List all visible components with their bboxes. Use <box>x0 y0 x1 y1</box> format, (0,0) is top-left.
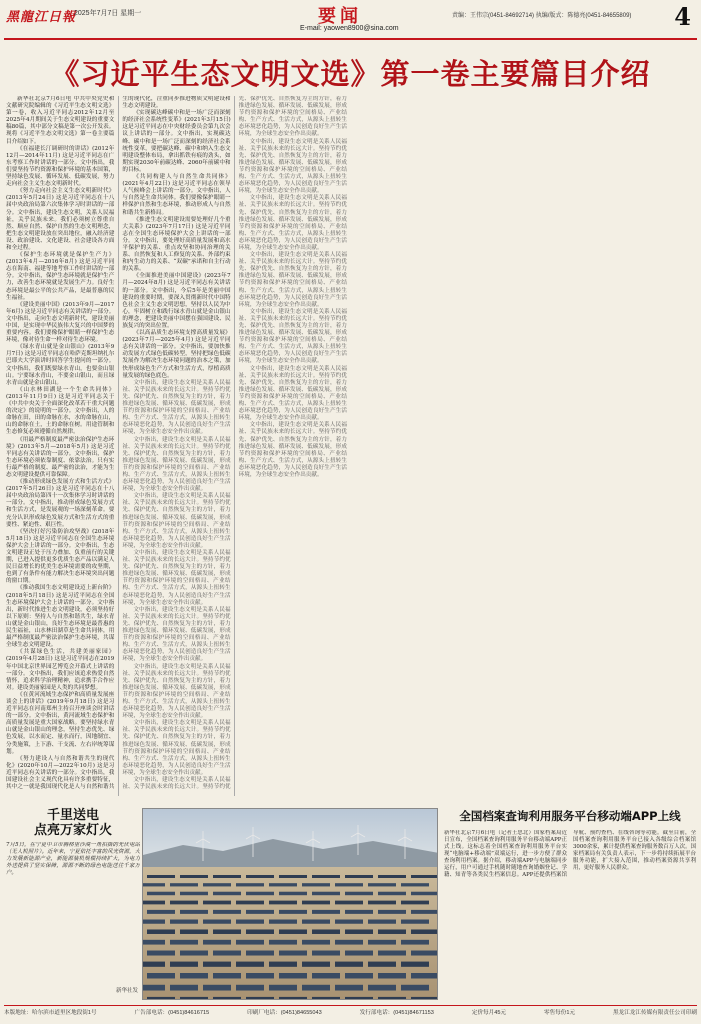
solar-panel-row <box>378 910 406 914</box>
article-paragraph-continued: 文中指出，建设生态文明是关系人民福祉、关乎民族未来的长远大计。坚持节约优先、保护优先、自然恢复为主的方针，着力推进绿色发展、循环发展、低碳发展，形成节约资源和保护环境的空间格局、产业结构、生产方式、生活方式，从源头上扭转生态环境恶化趋势，为人民创造良好生产生活环境，为全球生态安全作出贡献。 <box>238 252 347 308</box>
solar-panel-row <box>411 973 438 979</box>
solar-panel-row <box>236 883 264 886</box>
solar-panel-row <box>279 973 307 979</box>
article-paragraph-continued: 文中指出，建设生态文明是关系人民福祉、关乎民族未来的长远大计。坚持节约优先、保护优先、自然恢复为主的方针，着力推进绿色发展、循环发展、低碳发展，形成节约资源和保护环境的空间格局、产业结构、生产方式、生活方式，从源头上扭转生态环境恶化趋势，为人民创造良好生产生活环境，为全球生态安全作出贡献。 <box>122 720 231 776</box>
solar-panel-row <box>147 875 175 878</box>
article-paragraph: 《努力建设人与自然和谐共生的现代化》(2020年10月—2022年10月) 这是习近平同志有关讲话的一部分。文中指出，我国建设社会主义现代化具有许多重要特征，其中之一就是我国现代化是人与自然和谐共生的现代化，注重同步推进物质文明建设和生态文明建设。 <box>6 96 231 791</box>
article-paragraph: 《绿水青山就是金山银山》(2013年9月7日) 这是习近平同志在哈萨克斯坦纳扎尔巴耶夫大学演讲时回答学生提问的一部分。文中指出，我们既要绿水青山，也要金山银山。宁要绿水青山，不要金山银山，而且绿水青山就是金山银山。 <box>6 344 115 386</box>
article-paragraph: 《以高品质生态环境支撑高质量发展》(2023年7月—2025年4月) 这是习近平同志有关讲话的一部分。文中指出，要加快推动发展方式绿色低碳转型，坚持把绿色低碳发展作为解决生态环境问题的治本之策，加快形成绿色生产方式和生活方式，厚植高质量发展的绿色底色。 <box>122 330 231 379</box>
solar-panel-row <box>345 929 373 934</box>
solar-panel-row <box>203 985 231 991</box>
solar-panel-row <box>302 901 330 905</box>
section-title: 要闻 <box>318 6 362 27</box>
newspaper-logo: 黑龍江日報 <box>6 10 77 25</box>
solar-panel-row <box>269 920 297 924</box>
article-paragraph: 《全面推进美丽中国建设》(2023年7月—2024年8月) 这是习近平同志有关讲话的一部分。文中指出，今后5年是美丽中国建设的重要时期，要深入贯彻新时代中国特色社会主义生态文明思想，坚持以人民为中心，牢固树立和践行绿水青山就是金山银山的理念，把建设美丽中国摆在强国建设、民族复兴的突出位置。 <box>122 273 231 329</box>
solar-panel-row <box>335 940 363 945</box>
article-paragraph: 《在福建长汀调研时的讲话》(2012年12月—2014年11月) 这是习近平同志在广东考察工作时讲话的一部分。文中指出，我们要坚持节约资源和保护环境的基本国策，坚持绿色发展、循环发展、低碳发展，努力走向社会主义生态文明新时代。 <box>6 145 115 188</box>
solar-panel-row <box>378 875 406 878</box>
article-paragraph-continued: 文中指出，建设生态文明是关系人民福祉、关乎民族未来的长远大计。坚持节约优先、保护优先、自然恢复为主的方针，着力推进绿色发展、循环发展、低碳发展，形成节约资源和保护环境的空间格局、产业结构、生产方式、生活方式，从源头上扭转生态环境恶化趋势，为人民创造良好生产生活环境，为全球生态安全作出贡献。 <box>122 606 231 663</box>
solar-panel-row <box>345 973 373 979</box>
solar-panel-row <box>203 920 231 924</box>
solar-panel-row <box>170 920 198 924</box>
solar-panel-row <box>401 901 429 905</box>
solar-panel-row <box>236 901 264 905</box>
solar-panel-row <box>180 997 208 1000</box>
article-paragraph-continued: 文中指出，建设生态文明是关系人民福祉、关乎民族未来的长远大计。坚持节约优先、保护优先、自然恢复为主的方针，着力推进绿色发展、循环发展、低碳发展，形成节约资源和保护环境的空间格局、产业结构、生产方式、生活方式，从源头上扭转生态环境恶化趋势，为人民创造良好生产生活环境，为全球生态安全作出贡献。 <box>238 365 347 422</box>
solar-panel-row <box>401 920 429 924</box>
solar-panel-row <box>236 985 264 991</box>
solar-panel-row <box>345 910 373 914</box>
solar-panel-row <box>411 910 438 914</box>
solar-panel-row <box>236 940 264 945</box>
photo-story-subtitle: 点亮万家灯火 <box>33 823 112 838</box>
article-paragraph: 新华社北京7月6日电 中共中央党史和文献研究院编辑的《习近平生态文明文选》第一卷，收入习近平同志2012年12月至2025年4月期间关于生态文明建设的重要文稿80篇，其中部分文稿是第一次公开发表。现将《习近平生态文明文选》第一卷主要篇目介绍如下。 <box>6 96 115 145</box>
solar-panel-row <box>213 973 241 979</box>
issue-date: 2025年7月7日 星期一 <box>74 10 142 17</box>
solar-panel-row <box>345 892 373 896</box>
solar-panel-row <box>213 997 241 1000</box>
solar-panel-row <box>269 985 297 991</box>
solar-panel-row <box>279 910 307 914</box>
solar-panel-row <box>213 910 241 914</box>
solar-panel-row <box>368 962 396 967</box>
solar-panel-row <box>279 997 307 1000</box>
solar-panel-row <box>180 929 208 934</box>
article-paragraph: 《推进生态文明建设需要处理好几个重大关系》(2023年7月17日) 这是习近平同志在全国生态环境保护大会上讲话的一部分。文中指出，要处理好高质量发展和高水平保护的关系、重点攻坚和协同治理的关系、自然恢复和人工修复的关系、外部约束和内生动力的关系、“双碳”承诺和自主行动的关系。 <box>122 216 231 273</box>
page-number: 4 <box>674 2 691 31</box>
footer-printer: 黑龙江龙江传媒有限责任公司印刷 <box>613 1010 697 1016</box>
solar-panel-row <box>378 951 406 956</box>
solar-panel-row <box>246 973 274 979</box>
solar-panel-row <box>147 973 175 979</box>
solar-panel-row <box>246 951 274 956</box>
solar-panel-row <box>203 940 231 945</box>
solar-panel-row <box>401 883 429 886</box>
solar-panel-row <box>213 951 241 956</box>
article-paragraph-continued: 文中指出，建设生态文明是关系人民福祉、关乎民族未来的长远大计。坚持节约优先、保护优先、自然恢复为主的方针，着力推进绿色发展、循环发展、低碳发展，形成节约资源和保护环境的空间格局、产业结构、生产方式、生活方式，从源头上扭转生态环境恶化趋势，为人民创造良好生产生活环境，为全球生态安全作出贡献。 <box>122 550 231 606</box>
solar-panel-row <box>411 951 438 956</box>
editor-credits: 责编：王伟宗(0451-84692714) 执编/版式：陈德亮(0451-84655809) <box>452 13 632 19</box>
solar-panel-row <box>401 985 429 991</box>
solar-panel-row <box>147 892 175 896</box>
solar-panel-row <box>312 973 340 979</box>
solar-panel-row <box>143 985 165 991</box>
article-paragraph: 《努力走向社会主义生态文明新时代》(2013年5月24日) 这是习近平同志在十八届中央政治局第六次集体学习时讲话的一部分。文中指出，建设生态文明，关系人民福祉，关乎民族未来。我们必须树立尊重自然、顺应自然、保护自然的生态文明理念，把生态文明建设放在突出地位，融入经济建设、政治建设、文化建设、社会建设各方面和全过程。 <box>6 188 115 251</box>
article-paragraph-continued: 文中指出，建设生态文明是关系人民福祉、关乎民族未来的长远大计。坚持节约优先、保护优先、自然恢复为主的方针，着力推进绿色发展、循环发展、低碳发展，形成节约资源和保护环境的空间格局、产业结构、生产方式、生活方式，从源头上扭转生态环境恶化趋势，为人民创造良好生产生活环境，为全球生态安全作出贡献。 <box>122 663 231 720</box>
photo-story-caption: 7月5日，在宁夏中卫市腾格里沙漠一角拍摄的光伏电站（无人机照片）。近年来，宁夏依托丰富的风光资源，大力发展新能源产业，新能源装机规模持续扩大，为电力外送提供了坚实保障，源源不断的绿色电能送往千家万户。 <box>6 842 140 876</box>
footer-print-phone: 印刷厂电话：(0451)84655043 <box>247 1010 322 1016</box>
article-paragraph: 《建设美丽中国》(2013年9月—2017年6月) 这是习近平同志有关讲话的一部分。文中指出，走向生态文明新时代，建设美丽中国，是实现中华民族伟大复兴的中国梦的重要内容。我们要像保护眼睛一样保护生态环境，像对待生命一样对待生态环境。 <box>6 301 115 344</box>
solar-panel-row <box>170 883 198 886</box>
solar-panel-row <box>302 883 330 886</box>
solar-panel-row <box>335 883 363 886</box>
article-paragraph: 《用最严格制度最严密法治保护生态环境》(2013年5月—2018年5月) 这是习近平同志有关讲话的一部分。文中指出，保护生态环境必须依靠制度、依靠法治。只有实行最严格的制度、最严密的法治，才能为生态文明建设提供可靠保障。 <box>6 436 115 478</box>
solar-panel-row <box>246 892 274 896</box>
article-paragraph: 《实现碳达峰碳中和是一场广泛而深刻的经济社会系统性变革》(2021年3月15日) 这是习近平同志在中央财经委员会第九次会议上讲话的一部分。文中指出，实现碳达峰、碳中和是一场广泛而深刻的经济社会系统性变革，要把碳达峰、碳中和纳入生态文明建设整体布局，拿出抓铁有痕的劲头，如期实现2030年前碳达峰、2060年前碳中和的目标。 <box>122 110 231 173</box>
solar-panel-row <box>147 929 175 934</box>
section-email: E-mail: yaowen8900@sina.com <box>300 25 399 32</box>
photo-story <box>6 808 140 1008</box>
solar-panel-row <box>312 997 340 1000</box>
solar-panel-row <box>345 997 373 1000</box>
solar-panel-row <box>312 910 340 914</box>
solar-panel-row <box>335 901 363 905</box>
archive-story-title: 全国档案查询利用服务平台移动端APP上线 <box>459 809 681 823</box>
solar-panel-row <box>180 892 208 896</box>
solar-panel-row <box>312 929 340 934</box>
solar-panel-row <box>378 892 406 896</box>
solar-panel-row <box>312 951 340 956</box>
article-paragraph: 《共同构建人与自然生命共同体》(2021年4月22日) 这是习近平同志在领导人气候峰会上讲话的一部分。文中指出，人与自然是生命共同体。我们要像保护眼睛一样保护自然和生态环境，推动形成人与自然和谐共生新格局。 <box>122 174 231 216</box>
solar-panel-row <box>180 951 208 956</box>
solar-panel-row <box>411 892 438 896</box>
solar-panel-row <box>246 997 274 1000</box>
masthead-rule <box>4 38 697 40</box>
masthead <box>0 0 701 44</box>
solar-panel-row <box>312 892 340 896</box>
article-paragraph: 《共谋绿色生活，共建美丽家园》(2019年4月28日) 这是习近平同志在2019年中国北京世界园艺博览会开幕式上讲话的一部分。文中指出，我们应该追求热爱自然情怀，追求科学治理精神，追求携手合作应对。建设美丽家园是人类的共同梦想。 <box>6 649 115 691</box>
solar-panel-row <box>147 997 175 1000</box>
solar-panel-row <box>180 875 208 878</box>
article-paragraph: 《坚决打好污染防治攻坚战》(2018年5月18日) 这是习近平同志在全国生态环境保护大会上讲话的一部分。文中指出，生态文明建设正处于压力叠加、负重前行的关键期，已进入提供更多优质生态产品以满足人民日益增长的优美生态环境需要的攻坚期，也到了有条件有能力解决生态环境突出问题的窗口期。 <box>6 528 115 585</box>
article-paragraph: 《推动我国生态文明建设迈上新台阶》(2018年5月18日) 这是习近平同志在全国生态环境保护大会上讲话的一部分。文中指出，新时代推进生态文明建设，必须坚持好以下原则：坚持人与自然和谐共生，绿水青山就是金山银山，良好生态环境是最普惠的民生福祉，山水林田湖草是生命共同体，用最严格制度最严密法治保护生态环境，共谋全球生态文明建设。 <box>6 585 115 649</box>
solar-panel-row <box>246 875 274 878</box>
solar-panel-row <box>236 920 264 924</box>
archive-platform-story <box>444 808 696 1002</box>
solar-panel-row <box>302 962 330 967</box>
solar-panel-row <box>213 892 241 896</box>
solar-panel-row <box>302 940 330 945</box>
solar-panel-row <box>302 985 330 991</box>
solar-panel-row <box>401 940 429 945</box>
archive-story-body: 新华社北京7月6日电（记者王思北）国家档案局近日宣布，全国档案查询利用服务平台移动端APP正式上线。这标志着全国档案查询利用服务平台实现“电脑端+移动端”双端运行，进一步方便了群众查询利用档案。据介绍，移动端APP与电脑端同步运行，用户可通过手机随时随地查询婚姻登记、学籍、知青等各类民生档案信息。APP还提供档案馆导航、预约查档、在线咨询等功能。截至目前，全国档案查询利用服务平台已接入各级综合档案馆3000余家，累计提供档案查询服务数百万人次。国家档案局有关负责人表示，下一步将持续拓展平台服务功能，扩大接入范围，推动档案资源共享利用，更好服务人民群众。 <box>444 830 696 878</box>
solar-panel-row <box>378 973 406 979</box>
solar-panel-row <box>143 962 165 967</box>
footer-price: 定价每月45元 <box>471 1010 507 1016</box>
solar-panel-row <box>180 910 208 914</box>
footer-bar <box>4 1008 697 1016</box>
solar-panel-row <box>279 875 307 878</box>
footer-delivery-phone: 发行部电话：(0451)84671153 <box>359 1010 434 1016</box>
solar-panel-row <box>401 962 429 967</box>
solar-panel-row <box>180 973 208 979</box>
solar-panel-row <box>368 985 396 991</box>
solar-panel-row <box>335 985 363 991</box>
solar-panel-row <box>143 940 165 945</box>
solar-farm-photo <box>142 808 438 1000</box>
article-paragraph: 《保护生态环境就是保护生产力》(2013年4月—2016年8月) 这是习近平同志在海南、福建等地考察工作时讲话的一部分。文中指出，保护生态环境就是保护生产力，改善生态环境就是发展生产力。良好生态环境是最公平的公共产品，是最普惠的民生福祉。 <box>6 252 115 301</box>
solar-panel-row <box>312 875 340 878</box>
solar-panel-row <box>143 883 165 886</box>
solar-panel-row <box>170 985 198 991</box>
solar-panel-row <box>236 962 264 967</box>
footer-ad-phone: 广告部电话：(0451)84616715 <box>134 1010 210 1016</box>
solar-panel-row <box>269 962 297 967</box>
solar-panel-row <box>411 997 438 1000</box>
solar-panel-row <box>368 901 396 905</box>
solar-panel-row <box>203 962 231 967</box>
article-paragraph-continued: 文中指出，建设生态文明是关系人民福祉、关乎民族未来的长远大计。坚持节约优先、保护优先、自然恢复为主的方针，着力推进绿色发展、循环发展、低碳发展，形成节约资源和保护环境的空间格局、产业结构、生产方式、生活方式，从源头上扭转生态环境恶化趋势，为人民创造良好生产生活环境，为全球生态安全作出贡献。 <box>122 493 231 549</box>
solar-panel-row <box>279 951 307 956</box>
solar-panel-row <box>269 940 297 945</box>
footer-retail: 零售每份1元 <box>543 1010 576 1016</box>
solar-panel-row <box>345 951 373 956</box>
solar-panel-row <box>368 883 396 886</box>
solar-panel-row <box>411 875 438 878</box>
article-paragraph: 《山水林田湖是一个生命共同体》(2013年11月9日) 这是习近平同志关于《中共中央关于全面深化改革若干重大问题的决定》的说明的一部分。文中指出，人的命脉在田，田的命脉在水，水的命脉在山，山的命脉在土，土的命脉在树。用途管制和生态修复必须遵循自然规律。 <box>6 386 115 436</box>
solar-panel-row <box>213 875 241 878</box>
footer-rule <box>4 1005 697 1006</box>
solar-panel-row <box>246 929 274 934</box>
article-paragraph-continued: 文中指出，建设生态文明是关系人民福祉、关乎民族未来的长远大计。坚持节约优先、保护优先、自然恢复为主的方针，着力推进绿色发展、循环发展、低碳发展，形成节约资源和保护环境的空间格局、产业结构、生产方式、生活方式，从源头上扭转生态环境恶化趋势，为人民创造良好生产生活环境，为全球生态安全作出贡献。 <box>238 138 347 195</box>
solar-panel-row <box>213 929 241 934</box>
solar-panel-row <box>378 997 406 1000</box>
main-article-body <box>6 96 696 796</box>
solar-panel-row <box>279 929 307 934</box>
article-paragraph-continued: 文中指出，建设生态文明是关系人民福祉、关乎民族未来的长远大计。坚持节约优先、保护优先、自然恢复为主的方针，着力推进绿色发展、循环发展、低碳发展，形成节约资源和保护环境的空间格局、产业结构、生产方式、生活方式，从源头上扭转生态环境恶化趋势，为人民创造良好生产生活环境，为全球生态安全作出贡献。 <box>238 195 347 251</box>
solar-panel-row <box>335 920 363 924</box>
solar-panel-row <box>143 901 165 905</box>
solar-panel-row <box>147 951 175 956</box>
article-paragraph-continued: 文中指出，建设生态文明是关系人民福祉、关乎民族未来的长远大计。坚持节约优先、保护优先、自然恢复为主的方针，着力推进绿色发展、循环发展、低碳发展，形成节约资源和保护环境的空间格局、产业结构、生产方式、生活方式，从源头上扭转生态环境恶化趋势，为人民创造良好生产生活环境，为全球生态安全作出贡献。 <box>238 422 347 478</box>
article-paragraph-continued: 文中指出，建设生态文明是关系人民福祉、关乎民族未来的长远大计。坚持节约优先、保护优先、自然恢复为主的方针，着力推进绿色发展、循环发展、低碳发展，形成节约资源和保护环境的空间格局、产业结构、生产方式、生活方式，从源头上扭转生态环境恶化趋势，为人民创造良好生产生活环境，为全球生态安全作出贡献。 <box>122 379 231 436</box>
solar-panel-row <box>170 940 198 945</box>
article-paragraph-continued: 文中指出，建设生态文明是关系人民福祉、关乎民族未来的长远大计。坚持节约优先、保护优先、自然恢复为主的方针，着力推进绿色发展、循环发展、低碳发展，形成节约资源和保护环境的空间格局、产业结构、生产方式、生活方式，从源头上扭转生态环境恶化趋势，为人民创造良好生产生活环境，为全球生态安全作出贡献。 <box>238 308 347 365</box>
article-paragraph: 《推动形成绿色发展方式和生活方式》(2017年5月26日) 这是习近平同志在十八届中央政治局第四十一次集体学习时讲话的一部分。文中指出，推动形成绿色发展方式和生活方式，是发展观的一场深刻革命。要充分认识形成绿色发展方式和生活方式的重要性、紧迫性、艰巨性。 <box>6 479 115 528</box>
solar-panel-row <box>147 910 175 914</box>
solar-panel-row <box>143 920 165 924</box>
solar-panel-row <box>269 883 297 886</box>
solar-panel-row <box>246 910 274 914</box>
main-headline: 《习近平生态文明文选》第一卷主要篇目介绍 <box>50 57 651 91</box>
solar-panel-row <box>279 892 307 896</box>
solar-panel-row <box>269 901 297 905</box>
article-paragraph: 《在黄河流域生态保护和高质量发展座谈会上的讲话》(2019年9月18日) 这是习近平同志在河南郑州主持召开座谈会时讲话的一部分。文中指出，黄河流域生态保护和高质量发展是重大国家战略。要坚持绿水青山就是金山银山的理念，坚持生态优先、绿色发展，以水而定、量水而行，因地制宜、分类施策，上下游、干支流、左右岸统筹谋划。 <box>6 691 115 755</box>
solar-panel-row <box>203 883 231 886</box>
article-paragraph-continued: 文中指出，建设生态文明是关系人民福祉、关乎民族未来的长远大计。坚持节约优先、保护优先、自然恢复为主的方针，着力推进绿色发展、循环发展、低碳发展，形成节约资源和保护环境的空间格局、产业结构、生产方式、生活方式，从源头上扭转生态环境恶化趋势，为人民创造良好生产生活环境，为全球生态安全作出贡献。 <box>122 96 347 791</box>
solar-panel-row <box>368 920 396 924</box>
solar-panel-row <box>203 901 231 905</box>
solar-panel-row <box>345 875 373 878</box>
article-paragraph-continued: 文中指出，建设生态文明是关系人民福祉、关乎民族未来的长远大计。坚持节约优先、保护优先、自然恢复为主的方针，着力推进绿色发展、循环发展、低碳发展，形成节约资源和保护环境的空间格局、产业结构、生产方式、生活方式，从源头上扭转生态环境恶化趋势，为人民创造良好生产生活环境，为全球生态安全作出贡献。 <box>122 436 231 493</box>
solar-panel-row <box>302 920 330 924</box>
photo-credit: 新华社发 <box>115 988 138 994</box>
solar-panel-row <box>368 940 396 945</box>
solar-panel-row <box>378 929 406 934</box>
solar-farm-illustration <box>143 809 438 1000</box>
solar-panel-row <box>335 962 363 967</box>
solar-panel-row <box>170 962 198 967</box>
photo-story-title: 千里送电 <box>46 808 99 823</box>
solar-panel-row <box>170 901 198 905</box>
footer-address: 本版地址：哈尔滨市道里区地段街1号 <box>4 1010 97 1016</box>
solar-panel-row <box>411 929 438 934</box>
